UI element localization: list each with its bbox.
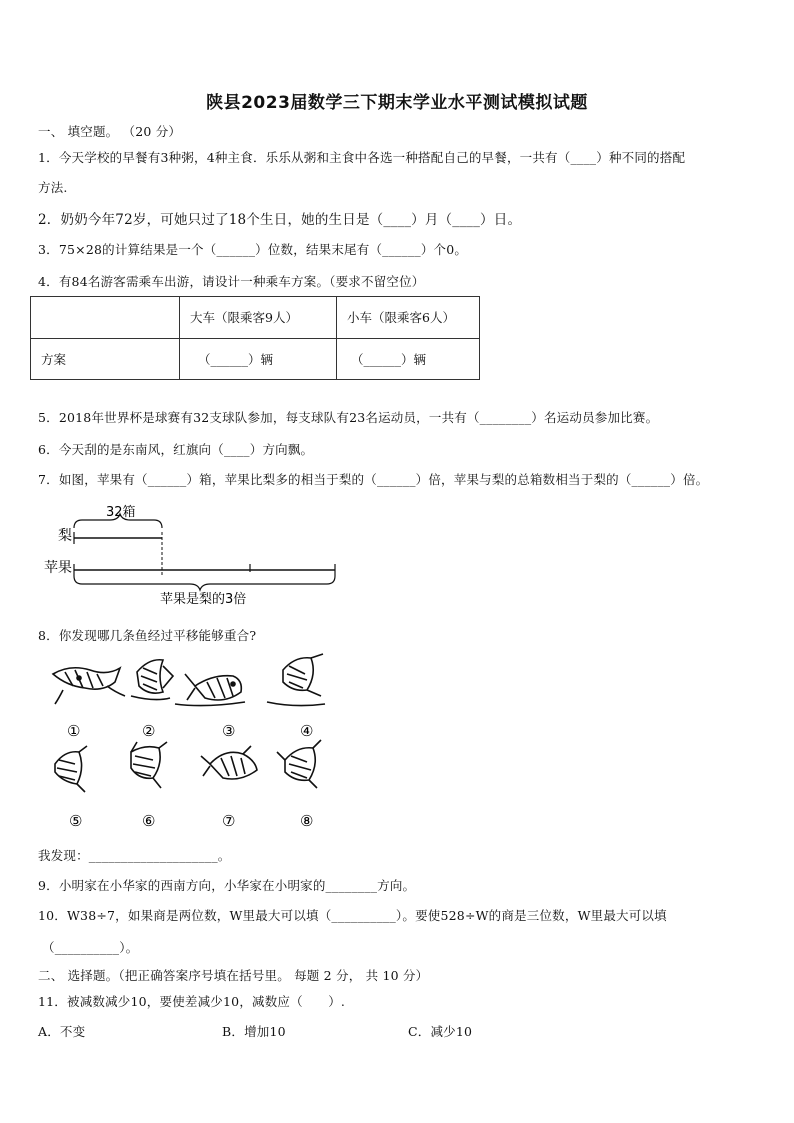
fish-label: ④ bbox=[300, 722, 314, 740]
question-6: 6．今天刮的是东南风，红旗向（____）方向飘。 bbox=[38, 442, 314, 457]
question-1-line-2: 方法. bbox=[38, 180, 68, 195]
question-11-option-a: A．不变 bbox=[38, 1024, 86, 1039]
table-cell: 大车（限乘客9人） bbox=[180, 297, 337, 339]
table-row bbox=[31, 297, 480, 339]
fish-4-drawing bbox=[267, 654, 325, 706]
apple-pear-segment-diagram bbox=[40, 500, 350, 610]
question-4: 4．有84名游客需乘车出游，请设计一种乘车方案。（要求不留空位） bbox=[38, 274, 425, 289]
question-8: 8．你发现哪几条鱼经过平移能够重合? bbox=[38, 628, 257, 643]
diagram-apple-label: 苹果 bbox=[44, 560, 72, 576]
question-10-line-2: （__________）。 bbox=[42, 940, 139, 955]
table-cell: 小车（限乘客6人） bbox=[337, 297, 480, 339]
question-10-line-1: 10．W38÷7，如果商是两位数，W里最大可以填（__________）。要使528÷W的商是三位数，W里最大可以填 bbox=[38, 908, 667, 923]
question-5: 5．2018年世界杯是球赛有32支球队参加，每支球队有23名运动员，一共有（________）名运动员参加比赛。 bbox=[38, 410, 659, 425]
table-cell bbox=[31, 297, 180, 339]
question-11: 11．被减数减少10，要使差减少10，减数应（ ）. bbox=[38, 994, 346, 1009]
question-2: 2．奶奶今年72岁，可她只过了18个生日，她的生日是（____）月（____）日。 bbox=[38, 212, 522, 228]
table-cell: （______）辆 bbox=[337, 338, 480, 380]
diagram-top-label: 32箱 bbox=[106, 505, 136, 520]
question-1-line-1: 1．今天学校的早餐有3种粥，4种主食．乐乐从粥和主食中各选一种搭配自己的早餐，一共有（____）种不同的搭配 bbox=[38, 150, 686, 165]
fish-label: ⑥ bbox=[142, 812, 156, 830]
fish-2-drawing bbox=[131, 660, 173, 700]
diagram-pear-label: 梨 bbox=[58, 528, 72, 544]
section-heading-fill-blank: 一、 填空题。 （20 分） bbox=[38, 124, 182, 139]
fish-label: ⑦ bbox=[222, 812, 236, 830]
diagram-bottom-brace bbox=[74, 576, 335, 590]
table-cell: （______）辆 bbox=[180, 338, 337, 380]
question-9: 9．小明家在小华家的西南方向，小华家在小明家的________方向。 bbox=[38, 878, 416, 893]
bus-plan-table bbox=[30, 296, 480, 380]
question-8-answer: 我发现：____________________。 bbox=[38, 848, 231, 863]
fish-5-drawing bbox=[55, 746, 87, 792]
fish-label: ⑤ bbox=[69, 812, 83, 830]
table-cell: 方案 bbox=[31, 338, 180, 380]
question-3: 3．75×28的计算结果是一个（______）位数，结果末尾有（______）个0。 bbox=[38, 242, 468, 257]
page-title: 陕县2023届数学三下期末学业水平测试模拟试题 bbox=[206, 93, 588, 113]
fish-3-drawing bbox=[175, 674, 245, 706]
question-7: 7．如图，苹果有（______）箱，苹果比梨多的相当于梨的（______）倍，苹果与梨的总箱数相当于梨的（______）倍。 bbox=[38, 472, 709, 487]
table-row bbox=[31, 338, 480, 380]
fish-6-drawing bbox=[131, 742, 167, 788]
diagram-caption: 苹果是梨的3倍 bbox=[160, 592, 247, 607]
fish-label: ① bbox=[67, 722, 81, 740]
fish-1-drawing bbox=[53, 668, 125, 704]
fish-label: ③ bbox=[222, 722, 236, 740]
fish-8-drawing bbox=[277, 740, 321, 788]
question-11-option-c: C．减少10 bbox=[408, 1024, 473, 1039]
question-11-option-b: B．增加10 bbox=[222, 1024, 286, 1039]
fish-figures bbox=[45, 652, 345, 837]
section-heading-multiple-choice: 二、 选择题。（把正确答案序号填在括号里。 每题 2 分， 共 10 分） bbox=[38, 968, 429, 983]
fish-label: ② bbox=[142, 722, 156, 740]
fish-7-drawing bbox=[201, 746, 257, 779]
fish-label: ⑧ bbox=[300, 812, 314, 830]
